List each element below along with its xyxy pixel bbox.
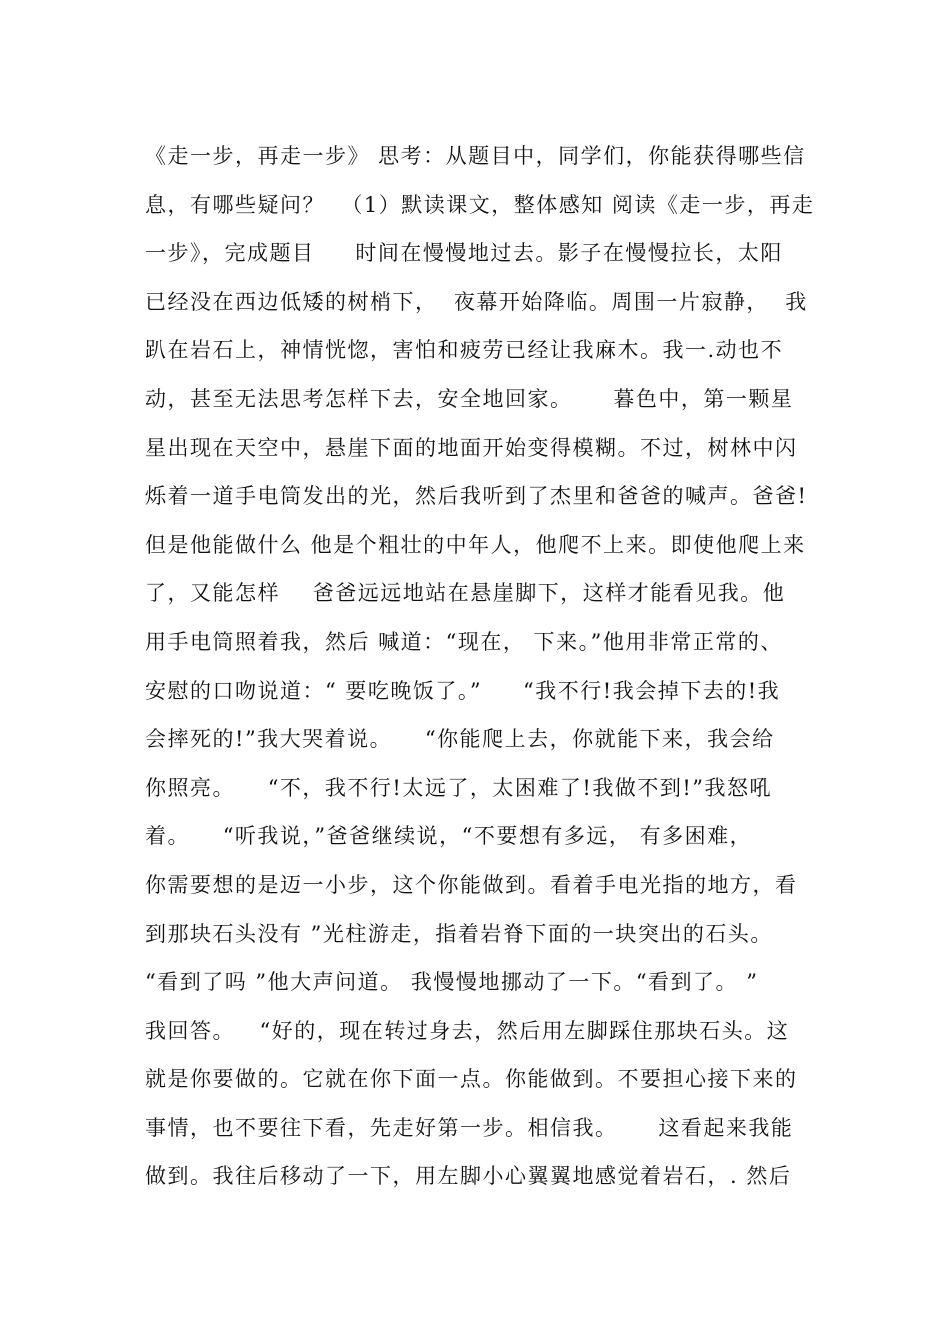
text-line: 着。 “听我说，”爸爸继续说，“不要想有多远， 有多困难， <box>145 824 753 849</box>
text-line: “看到了吗 ”他大声问道。 我慢慢地挪动了一下。“看到了。 ” <box>145 970 759 995</box>
text-line: 做到。我往后移动了一下，用左脚小心翼翼地感觉着岩石，. 然后 <box>145 1164 792 1189</box>
text-line: 烁着一道手电筒发出的光，然后我听到了杰里和爸爸的喊声。爸爸! <box>145 484 808 509</box>
text-line: 但是他能做什么 他是个粗壮的中年人，他爬不上来。即使他爬上来 <box>145 532 806 557</box>
text-line: 了，又能怎样 爸爸远远地站在悬崖脚下，这样才能看见我。他 <box>145 581 786 606</box>
text-line: 安慰的口吻说道：“ 要吃晚饭了。” “我不行!我会掉下去的!我 <box>145 678 781 703</box>
text-line: 事情，也不要往下看，先走好第一步。相信我。 这看起来我能 <box>145 1115 794 1140</box>
text-line: 到那块石头没有 ”光柱游走，指着岩脊下面的一块突出的石头。 <box>145 921 773 946</box>
text-line: 你需要想的是迈一小步，这个你能做到。看着手电光指的地方，看 <box>145 872 798 897</box>
text-line: 就是你要做的。它就在你下面一点。你能做到。不要担心接下来的 <box>145 1067 798 1092</box>
text-line: 《走一步，再走一步》 思考：从题目中，同学们，你能获得哪些信 <box>145 144 806 168</box>
text-line: 你照亮。 “不，我不行!太远了，太困难了!我做不到!”我怒吼 <box>145 775 772 800</box>
text-line: 已经没在西边低矮的树梢下， 夜幕开始降临。周围一片寂静， 我 <box>145 289 808 314</box>
text-line: 动，甚至无法思考怎样下去，安全地回家。 暮色中，第一颗星 <box>145 386 794 411</box>
text-line: 息，有哪些疑问？ （1）默读课文，整体感知 阅读《走一步，再走 <box>145 192 815 217</box>
text-line: 会摔死的!”我大哭着说。 “你能爬上去，你就能下来，我会给 <box>145 727 775 752</box>
text-line: 用手电筒照着我，然后 喊道：“现在， 下来。”他用非常正常的、 <box>145 629 783 654</box>
body-text <box>145 132 825 1201</box>
text-line: 趴在岩石上，神情恍惚，害怕和疲劳已经让我麻木。我一.动也不 <box>145 338 784 363</box>
text-line: 我回答。 “好的，现在转过身去，然后用左脚踩住那块石头。这 <box>145 1018 790 1043</box>
text-line: 一步》，完成题目 时间在慢慢地过去。影子在慢慢拉长，太阳 <box>145 241 783 266</box>
text-line: 星出现在天空中，悬崖下面的地面开始变得模糊。不过，树林中闪 <box>145 435 798 460</box>
